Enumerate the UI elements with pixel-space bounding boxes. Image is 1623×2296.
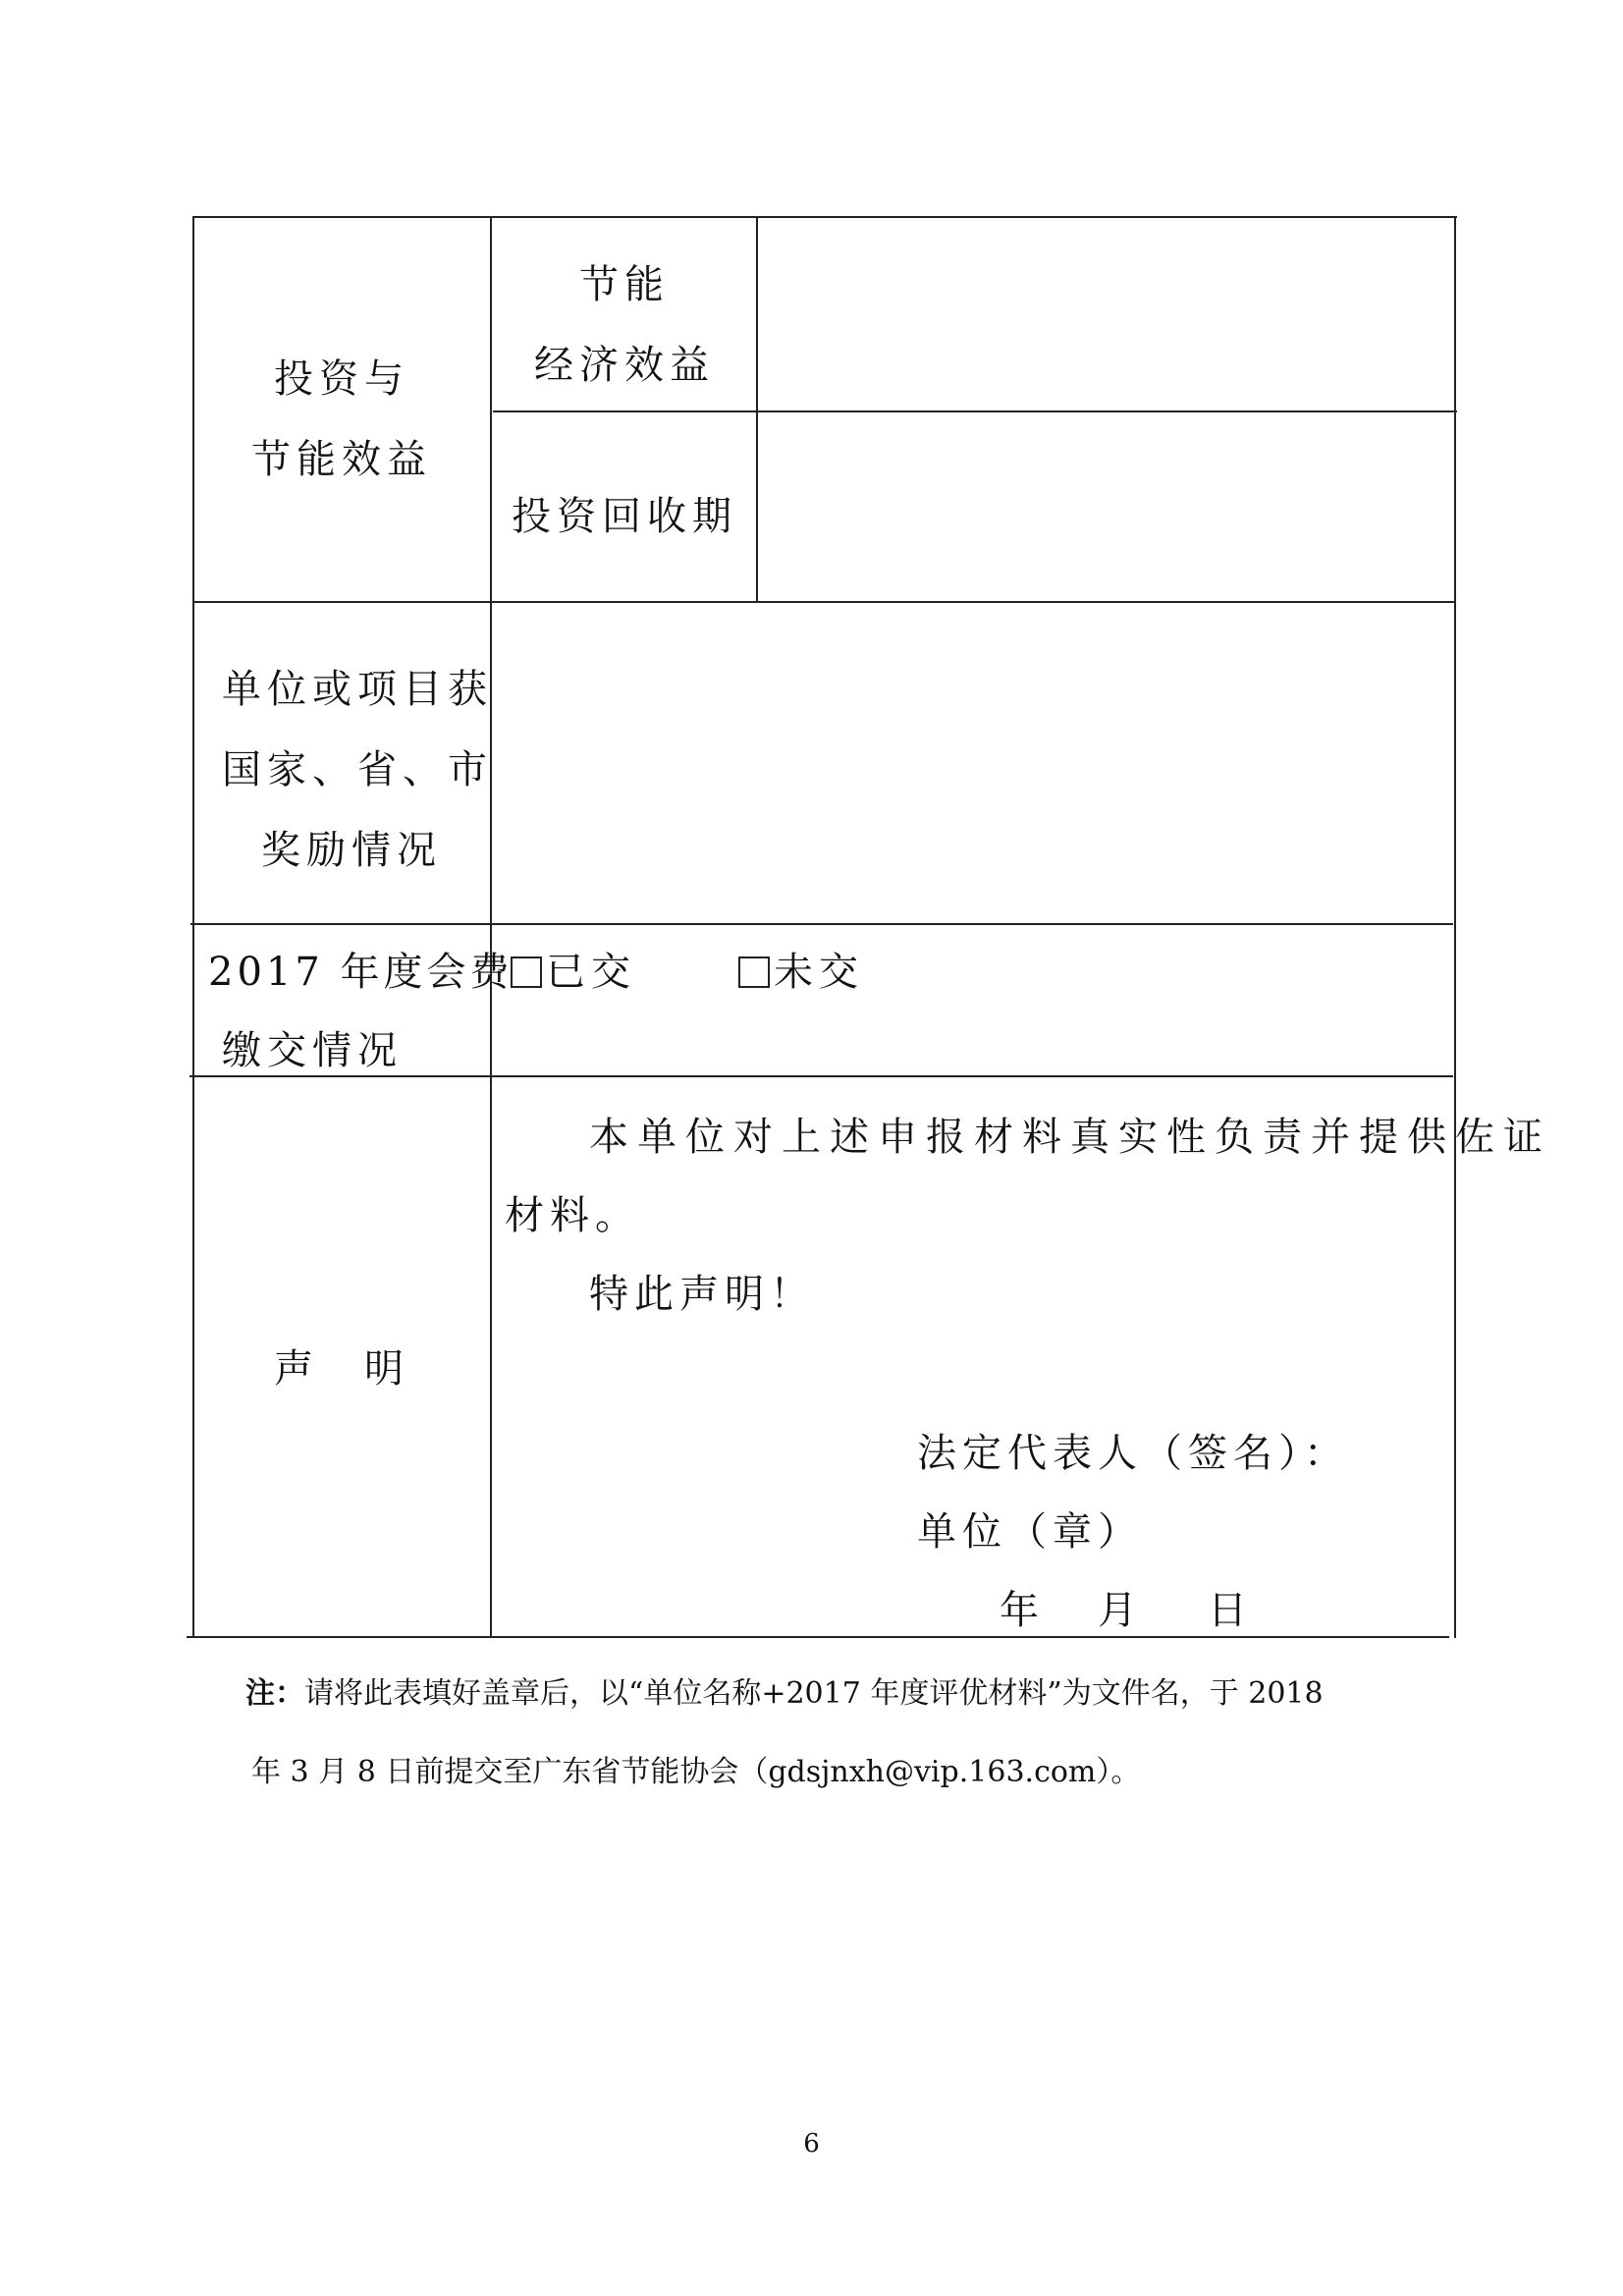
row2-label-line3: 奖励情况 <box>261 828 442 873</box>
row2-label-line1: 单位或项目获 <box>222 667 493 712</box>
note-line2: 年 3 月 8 日前提交至广东省节能协会（gdsjnxh@vip.163.com）。 <box>251 1755 1141 1789</box>
paid-checkbox[interactable] <box>511 957 542 988</box>
date-month: 月 <box>1098 1588 1143 1633</box>
declaration-line1: 本单位对上述申报材料真实性负责并提供佐证 <box>589 1115 1551 1160</box>
declaration-line2: 材料。 <box>505 1193 640 1238</box>
option-unpaid[interactable] <box>738 950 864 995</box>
note-text-line1: 请将此表填好盖章后，以“单位名称+2017 年度评优材料”为文件名，于 2018 <box>304 1676 1324 1711</box>
table-row1-inner-divider <box>493 410 1457 412</box>
unpaid-label: 未交 <box>774 950 864 995</box>
note-prefix: 注： <box>245 1676 304 1711</box>
date-day: 日 <box>1208 1588 1253 1633</box>
table-border-right <box>1454 216 1456 1638</box>
table-label-divider <box>490 216 492 1638</box>
paid-label: 已交 <box>546 950 636 995</box>
row1-sub1-label-line1: 节能 <box>579 262 670 307</box>
table-row3-bottom <box>189 1075 1453 1077</box>
row1-label-line1: 投资与 <box>274 356 409 402</box>
table-row2-bottom <box>190 923 1453 925</box>
row1-sub1-value[interactable] <box>776 295 1434 354</box>
table-sub-divider <box>756 216 758 602</box>
table-border-top <box>194 216 1457 218</box>
row3-label-line2: 缴交情况 <box>222 1028 403 1073</box>
option-paid[interactable] <box>511 950 636 995</box>
row1-sub2-label: 投资回收期 <box>512 494 737 539</box>
unpaid-checkbox[interactable] <box>738 957 770 988</box>
row2-value[interactable] <box>511 687 1434 805</box>
declaration-line3: 特此声明！ <box>589 1272 815 1317</box>
row1-label-line2: 节能效益 <box>251 437 432 482</box>
table-border-left <box>192 216 194 1638</box>
row1-sub2-value[interactable] <box>776 481 1434 540</box>
table-row1-bottom <box>192 601 1455 603</box>
date-year: 年 <box>1000 1588 1045 1633</box>
stamp-label: 单位（章） <box>917 1509 1143 1555</box>
page-number: 6 <box>803 2129 820 2159</box>
signature-label: 法定代表人（签名）： <box>917 1431 1349 1476</box>
row4-label: 声 明 <box>274 1346 409 1392</box>
note-line1 <box>245 1676 1324 1711</box>
row1-sub1-label-line2: 经济效益 <box>534 343 715 388</box>
row2-label-line2: 国家、省、市 <box>222 747 493 793</box>
row3-label-line1: 2017 年度会费 <box>208 950 514 995</box>
table-border-bottom <box>187 1636 1449 1638</box>
